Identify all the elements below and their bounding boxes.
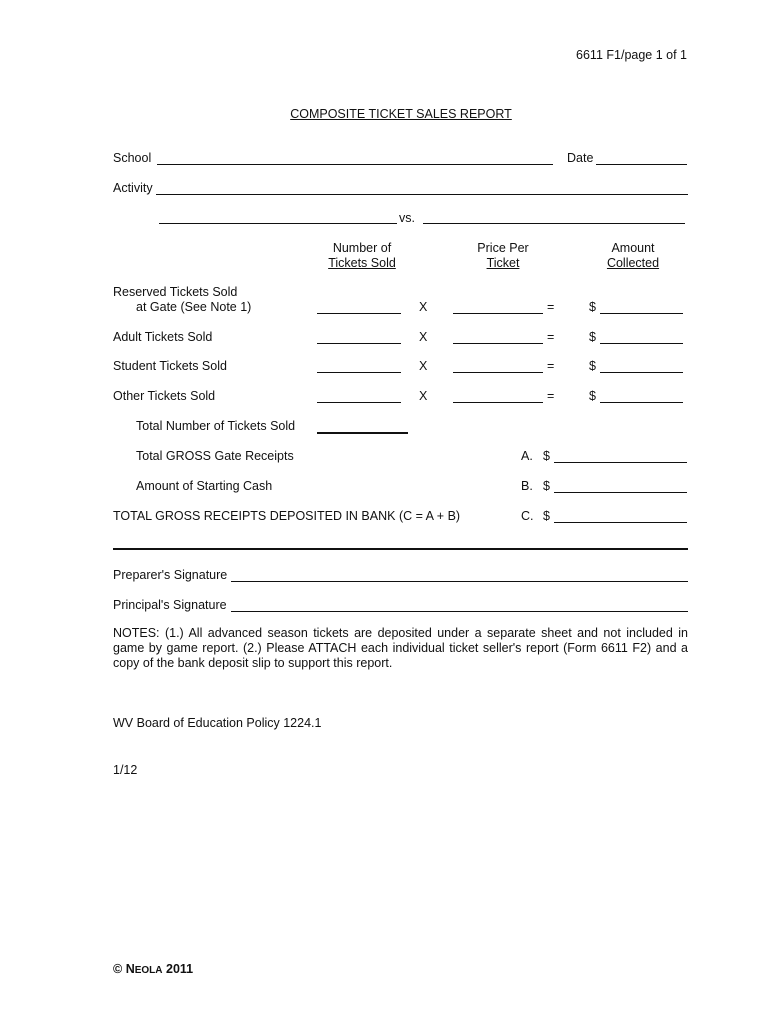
form-id: 6611 F1/page 1 of 1 xyxy=(576,48,687,62)
col-amount-line1: Amount xyxy=(611,241,655,255)
page-title: COMPOSITE TICKET SALES REPORT xyxy=(290,107,512,121)
row-student-times: X xyxy=(419,359,428,373)
row-other-label: Other Tickets Sold xyxy=(113,389,216,403)
row-adult-price-field[interactable] xyxy=(453,343,543,344)
row-other-number-field[interactable] xyxy=(317,402,401,403)
row-student-equals: = xyxy=(547,359,555,373)
home-team-field[interactable] xyxy=(159,223,397,224)
row-adult-number-field[interactable] xyxy=(317,343,401,344)
row-other-amount-field[interactable] xyxy=(600,402,683,403)
vs-label: vs. xyxy=(399,211,415,225)
activity-label: Activity xyxy=(113,181,153,195)
deposited-field[interactable] xyxy=(554,522,687,523)
row-student-label: Student Tickets Sold xyxy=(113,359,227,373)
starting-cash-label: Amount of Starting Cash xyxy=(136,479,273,493)
row-student-price-field[interactable] xyxy=(453,372,543,373)
date-label: Date xyxy=(567,151,594,165)
row-reserved-equals: = xyxy=(547,300,555,314)
gross-gate-label: Total GROSS Gate Receipts xyxy=(136,449,294,463)
gross-gate-field[interactable] xyxy=(554,462,687,463)
total-number-field[interactable] xyxy=(317,432,408,434)
starting-cash-field[interactable] xyxy=(554,492,687,493)
starting-cash-letter: B. xyxy=(521,479,533,493)
col-number-line2: Tickets Sold xyxy=(328,256,396,270)
row-student-amount-field[interactable] xyxy=(600,372,683,373)
activity-field[interactable] xyxy=(156,194,688,195)
col-price-line1: Price Per xyxy=(477,241,529,255)
col-amount-line2: Collected xyxy=(606,256,660,270)
col-price-line2: Ticket xyxy=(486,256,520,270)
row-student-dollar: $ xyxy=(589,359,596,373)
date-field[interactable] xyxy=(596,164,687,165)
principal-signature-label: Principal's Signature xyxy=(113,598,227,612)
total-number-label: Total Number of Tickets Sold xyxy=(136,419,296,433)
notes-paragraph: NOTES: (1.) All advanced season tickets are deposited under a separate sheet and not included in game by game report. (2.) Please ATTACH each individual ticket seller's report (Form 6611 F2) and a copy of the bank deposit slip to support this report. xyxy=(113,626,688,670)
copyright-org: NEOLA xyxy=(125,962,163,976)
row-other-times: X xyxy=(419,389,428,403)
deposited-letter: C. xyxy=(521,509,534,523)
row-adult-times: X xyxy=(419,330,428,344)
row-reserved-price-field[interactable] xyxy=(453,313,543,314)
preparer-signature-field[interactable] xyxy=(231,581,688,582)
copyright-year: 2011 xyxy=(166,962,194,976)
principal-signature-field[interactable] xyxy=(231,611,688,612)
row-other-equals: = xyxy=(547,389,555,403)
copyright-symbol: © xyxy=(113,962,123,976)
row-adult-amount-field[interactable] xyxy=(600,343,683,344)
row-other-price-field[interactable] xyxy=(453,402,543,403)
school-field[interactable] xyxy=(157,164,553,165)
row-reserved-number-field[interactable] xyxy=(317,313,401,314)
school-label: School xyxy=(113,151,152,165)
row-reserved-sublabel: at Gate (See Note 1) xyxy=(136,300,252,314)
col-number-line1: Number of xyxy=(332,241,392,255)
gross-gate-letter: A. xyxy=(521,449,533,463)
row-adult-label: Adult Tickets Sold xyxy=(113,330,213,344)
preparer-signature-label: Preparer's Signature xyxy=(113,568,228,582)
row-student-number-field[interactable] xyxy=(317,372,401,373)
copyright-notice xyxy=(113,962,193,976)
section-divider xyxy=(113,548,688,550)
revision-date: 1/12 xyxy=(113,763,138,777)
deposited-label: TOTAL GROSS RECEIPTS DEPOSITED IN BANK (C = A + B) xyxy=(113,509,461,523)
starting-cash-dollar: $ xyxy=(543,479,550,493)
row-reserved-amount-field[interactable] xyxy=(600,313,683,314)
gross-gate-dollar: $ xyxy=(543,449,550,463)
row-adult-equals: = xyxy=(547,330,555,344)
visiting-team-field[interactable] xyxy=(423,223,685,224)
row-reserved-dollar: $ xyxy=(589,300,596,314)
deposited-dollar: $ xyxy=(543,509,550,523)
policy-reference: WV Board of Education Policy 1224.1 xyxy=(113,716,322,730)
row-reserved-label: Reserved Tickets Sold xyxy=(113,285,238,299)
row-adult-dollar: $ xyxy=(589,330,596,344)
row-other-dollar: $ xyxy=(589,389,596,403)
row-reserved-times: X xyxy=(419,300,428,314)
